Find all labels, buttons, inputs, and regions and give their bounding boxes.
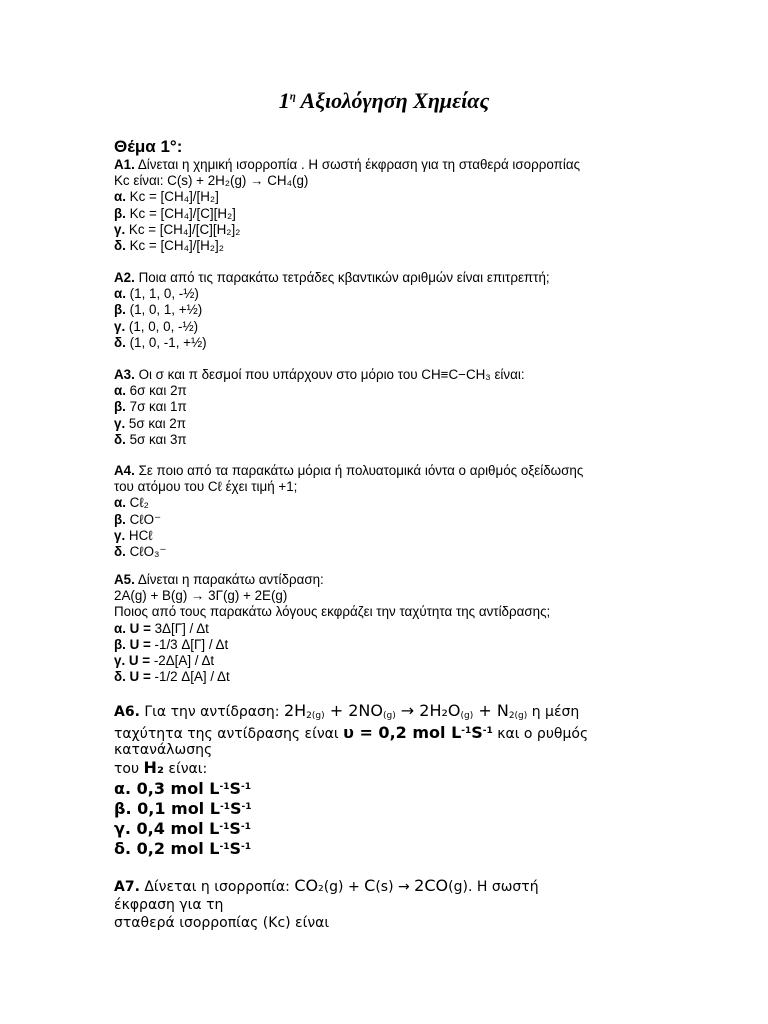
question-a2 (114, 270, 654, 351)
option-a: α. 0,3 mol $L^{-1}S^{-1}$ (114, 779, 251, 798)
option-b: β. 7σ και 1π (114, 399, 187, 415)
question-text: Δίνεται η χημική ισορροπία . Η σωστή έκφραση για τη σταθερά ισορροπίας (134, 157, 581, 172)
question-label: Α1. (114, 157, 135, 172)
question-text: Ποια από τις παρακάτω τετράδες κβαντικών αριθμών είναι επιτρεπτή; (134, 270, 550, 285)
question-a4 (114, 463, 654, 560)
option-c: γ. 0,4 mol $L^{-1}S^{-1}$ (114, 819, 251, 838)
option-d: δ. 0,2 mol $L^{-1}S^{-1}$ (114, 839, 251, 858)
question-text-line2: Kc είναι: C(s) + 2H₂(g) → CH₄(g) (114, 173, 309, 189)
question-a5 (114, 572, 654, 685)
option-b: β. (1, 0, 1, +½) (114, 302, 203, 318)
reaction-equation: 2A(g) + B(g) → 3Γ(g) + 2E(g) (114, 588, 288, 604)
question-label: Α5. (114, 572, 135, 587)
question-text: Δίνεται η παρακάτω αντίδραση: (134, 572, 324, 587)
option-c: γ. 5σ και 2π (114, 415, 186, 431)
option-a: α. Cℓ₂ (114, 495, 149, 511)
question-label: Α6. (114, 704, 140, 720)
question-a6: Α6. Για την αντίδραση: 2H2(g) + 2NO(g) → 2H₂O(g) + N2(g) η μέση ταχύτητα της αντίδρασης είναι υ = 0,2 mol $L^{-1}S^{-1}$ και ο ρυθμός κατανάλωσης του H₂ είναι: α. 0,3 mol $L^{-1}S^{-1}$ β. 0,1 mol $L^{-1}S^{-1}$ γ. 0,4 mol $L^{-1}S^{-1}$ δ. 0,2 mol $L^{-1}S^{-1}$ (114, 701, 659, 857)
option-a: α. 6σ και 2π (114, 383, 187, 399)
question-text: Οι σ και π δεσμοί που υπάρχουν στο μόριο του CH≡C−CH₃ είναι: (134, 367, 525, 382)
option-d: δ. (1, 0, -1, +½) (114, 334, 207, 350)
title-text: Αξιολόγηση Χημείας (300, 88, 490, 113)
reaction-equation: CO₂(g) + C(s) → 2CO(g) (294, 876, 468, 895)
option-b: β. Kc = [CH₄]/[C][H₂] (114, 205, 236, 221)
option-b: β. 0,1 mol $L^{-1}S^{-1}$ (114, 799, 252, 818)
option-d: δ. CℓO₃⁻ (114, 543, 167, 559)
option-b: β. CℓO⁻ (114, 511, 162, 527)
question-label: Α7. (114, 879, 140, 895)
question-a3 (114, 367, 654, 448)
question-label: Α3. (114, 367, 135, 382)
option-b: β. U = -1/3 Δ[Γ] / Δt (114, 636, 229, 652)
option-c: γ. U = -2Δ[A] / Δt (114, 652, 215, 668)
document-title (0, 88, 768, 114)
rate-value: υ = 0,2 mol $L^{-1}S^{-1}$ (343, 723, 493, 742)
option-c: γ. Kc = [CH₄]/[C][H₂]₂ (114, 221, 241, 237)
title-superscript: η (289, 90, 296, 103)
hydrogen-formula: H₂ (143, 758, 164, 777)
question-text-line3: Ποιος από τους παρακάτω λόγους εκφράζει την ταχύτητα της αντίδρασης; (114, 604, 551, 620)
question-text: Σε ποιο από τα παρακάτω μόρια ή πολυατομικά ιόντα ο αριθμός οξείδωσης (134, 463, 584, 478)
option-c: γ. (1, 0, 0, -½) (114, 318, 199, 334)
option-d: δ. 5σ και 3π (114, 431, 187, 447)
question-label: Α4. (114, 463, 135, 478)
option-a: α. Kc = [CH₄]/[H₂] (114, 189, 219, 205)
question-label: Α2. (114, 270, 135, 285)
question-text-line2: του ατόμου του Cℓ έχει τιμή +1; (114, 479, 298, 495)
section-heading: Θέμα 1°: (114, 137, 183, 156)
title-number: 1 (278, 88, 290, 113)
reaction-equation: 2H2(g) + 2NO(g) → 2H₂O(g) + N2(g) (283, 701, 528, 721)
option-c: γ. HCℓ (114, 527, 153, 543)
option-a: α. U = 3Δ[Γ] / Δt (114, 620, 209, 636)
option-d: δ. Kc = [CH₄]/[H₂]₂ (114, 237, 224, 253)
option-a: α. (1, 1, 0, -½) (114, 286, 199, 302)
question-a1 (114, 157, 654, 254)
option-d: δ. U = -1/2 Δ[A] / Δt (114, 669, 230, 685)
question-a7: Α7. Δίνεται η ισορροπία: CO₂(g) + C(s) → 2CO(g). Η σωστή έκφραση για τη σταθερά ισορροπίας (Kc) είναι (114, 876, 539, 931)
